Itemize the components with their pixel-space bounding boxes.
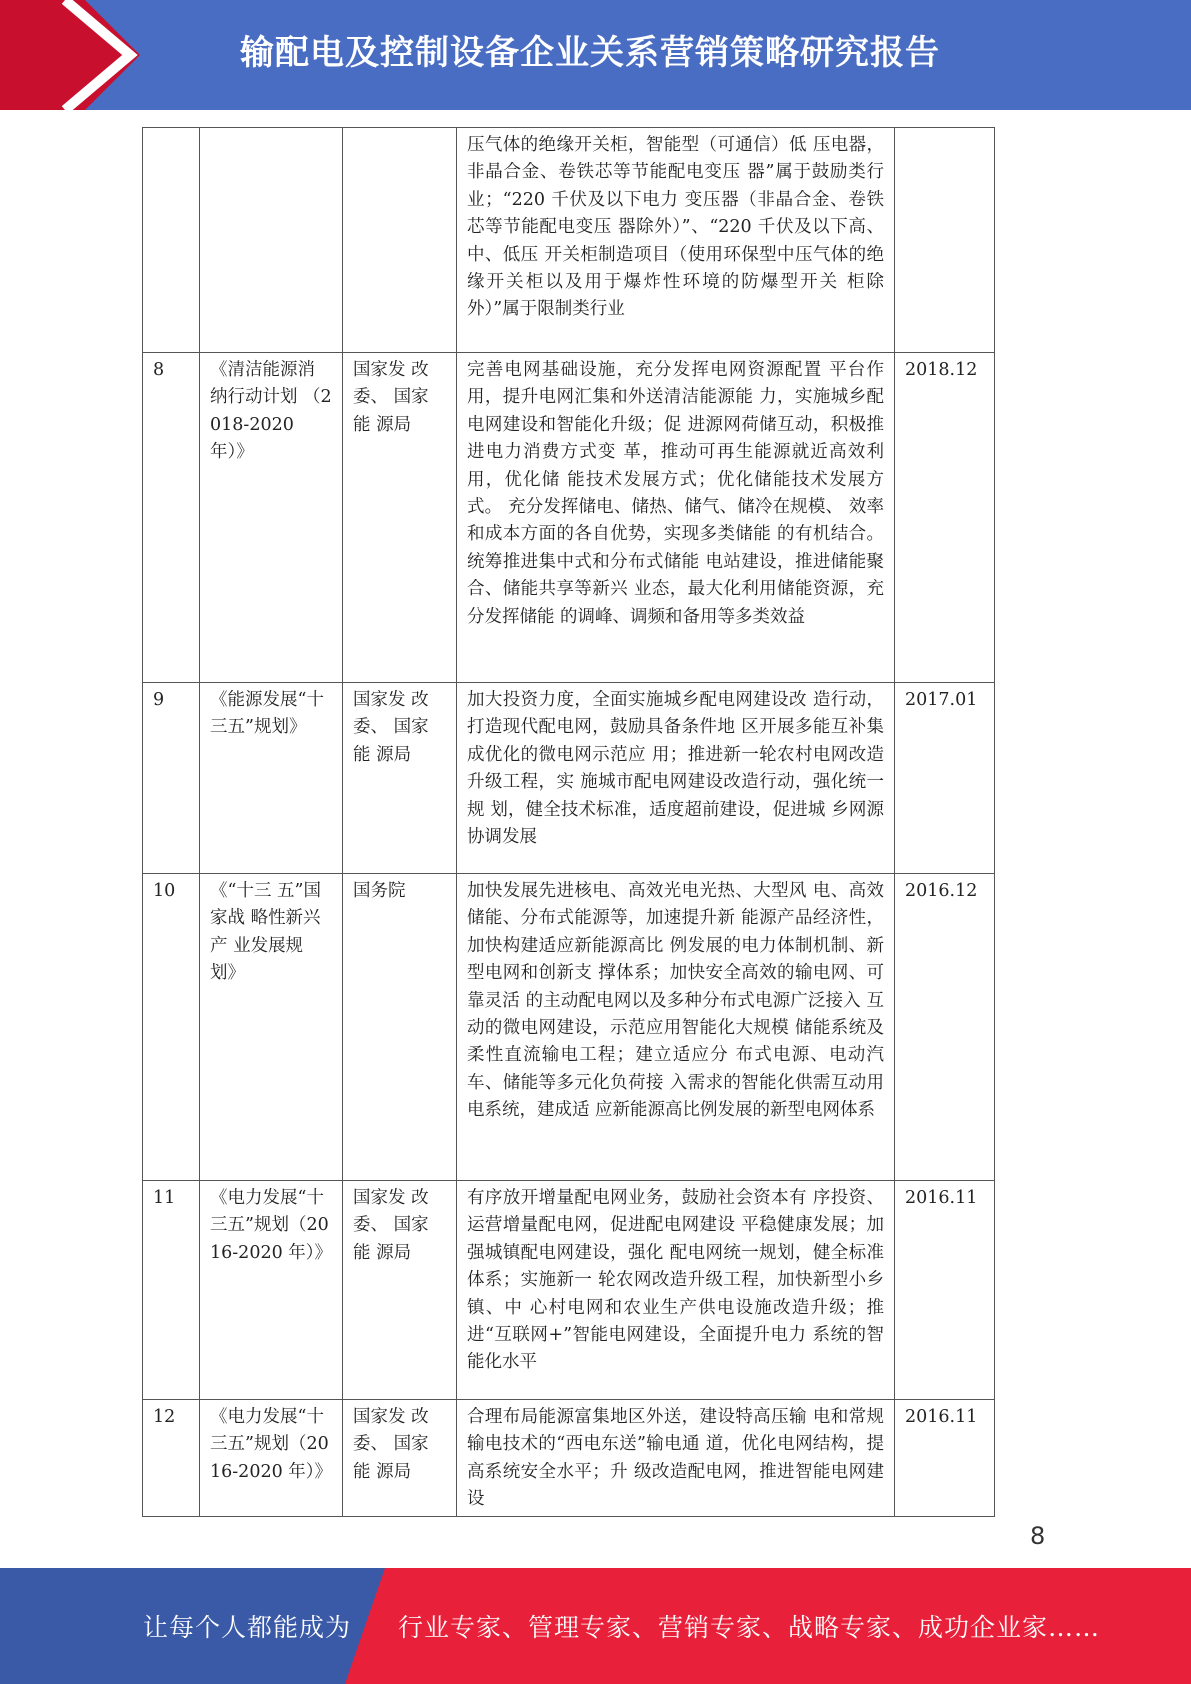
row-number (143, 128, 200, 353)
footer-slogan-left: 让每个人都能成为 (143, 1613, 352, 1642)
policy-content: 完善电网基础设施，充分发挥电网资源配置 平台作用，提升电网汇集和外送清洁能源能 力，实施城乡配电网建设和智能化升级；促 进源网荷储互动，积极推进电力消费方式变 革，推动可再生能源就近高效利用，优化储 能技术发展方式；优化储能技术发展方式。 充分发挥储电、储热、储气、储冷在规模、 效率和成本方面的各自优势，实现多类储能 的有机结合。统筹推进集中式和分布式储能 电站建设，推进储能聚合、储能共享等新兴 业态，最大化利用储能资源，充分发挥储能 的调峰、调频和备用等多类效益 (457, 353, 895, 683)
issuing-department: 国家发 改委、 国家能 源局 (343, 683, 457, 874)
issuing-department: 国家发 改委、 国家能 源局 (343, 1181, 457, 1400)
issuing-department (343, 128, 457, 353)
row-number: 11 (143, 1181, 200, 1400)
issue-date: 2017.01 (895, 683, 995, 874)
policy-content: 压气体的绝缘开关柜，智能型（可通信）低 压电器，非晶合金、卷铁芯等节能配电变压 器”属于鼓励类行业；“220 千伏及以下电力 变压器（非晶合金、卷铁芯等节能配电变压 器除外）”、“220 千伏及以下高、中、低压 开关柜制造项目（使用环保型中压气体的绝 缘开关柜以及用于爆炸性环境的防爆型开关 柜除外）”属于限制类行业 (457, 128, 895, 353)
issuing-department: 国家发 改委、 国家能 源局 (343, 1400, 457, 1517)
issuing-department: 国家发 改委、 国家能 源局 (343, 353, 457, 683)
table-row (143, 874, 995, 1181)
row-number: 10 (143, 874, 200, 1181)
table-row (143, 353, 995, 683)
issue-date: 2016.11 (895, 1181, 995, 1400)
policy-name: 《清洁能源消纳行动计划 （2018-2020 年）》 (200, 353, 343, 683)
report-title: 输配电及控制设备企业关系营销策略研究报告 (240, 33, 940, 73)
policy-name: 《电力发展“十三五”规划（2016-2020 年）》 (200, 1400, 343, 1517)
issuing-department: 国务院 (343, 874, 457, 1181)
issue-date: 2018.12 (895, 353, 995, 683)
table-row (143, 128, 995, 353)
policy-name: 《能源发展“十三五”规划》 (200, 683, 343, 874)
footer-slogan-right: 行业专家、管理专家、营销专家、战略专家、成功企业家…… (398, 1613, 1101, 1642)
policy-content: 加快发展先进核电、高效光电光热、大型风 电、高效储能、分布式能源等，加速提升新 能源产品经济性，加快构建适应新能源高比 例发展的电力体制机制、新型电网和创新支 撑体系；加快安全高效的输电网、可靠灵活 的主动配电网以及多种分布式电源广泛接入 互动的微电网建设，示范应用智能化大规模 储能系统及柔性直流输电工程；建立适应分 布式电源、电动汽车、储能等多元化负荷接 入需求的智能化供需互动用电系统，建成适 应新能源高比例发展的新型电网体系 (457, 874, 895, 1181)
row-number: 9 (143, 683, 200, 874)
policy-content: 有序放开增量配电网业务，鼓励社会资本有 序投资、运营增量配电网，促进配电网建设 平稳健康发展；加强城镇配电网建设，强化 配电网统一规划，健全标准体系；实施新一 轮农网改造升级工程，加快新型小乡镇、中 心村电网和农业生产供电设施改造升级；推 进“互联网+”智能电网建设，全面提升电力 系统的智能化水平 (457, 1181, 895, 1400)
policy-name: 《“十三 五”国家战 略性新兴产 业发展规 划》 (200, 874, 343, 1181)
policy-name (200, 128, 343, 353)
policy-table (142, 127, 995, 1517)
policy-content: 合理布局能源富集地区外送，建设特高压输 电和常规输电技术的“西电东送”输电通 道，优化电网结构，提高系统安全水平；升 级改造配电网，推进智能电网建设 (457, 1400, 895, 1517)
row-number: 12 (143, 1400, 200, 1517)
table-row (143, 683, 995, 874)
policy-content: 加大投资力度，全面实施城乡配电网建设改 造行动，打造现代配电网，鼓励具备条件地 区开展多能互补集成优化的微电网示范应 用；推进新一轮农村电网改造升级工程，实 施城市配电网建设改造行动，强化统一规 划，健全技术标准，适度超前建设，促进城 乡网源协调发展 (457, 683, 895, 874)
issue-date (895, 128, 995, 353)
row-number: 8 (143, 353, 200, 683)
table-row (143, 1400, 995, 1517)
header-arrow-decoration (0, 0, 150, 110)
policy-name: 《电力发展“十三五”规划（2016-2020 年）》 (200, 1181, 343, 1400)
page-number: 8 (1030, 1522, 1046, 1550)
issue-date: 2016.12 (895, 874, 995, 1181)
footer-banner (0, 1568, 1191, 1684)
issue-date: 2016.11 (895, 1400, 995, 1517)
header-banner (0, 0, 1191, 110)
table-row (143, 1181, 995, 1400)
